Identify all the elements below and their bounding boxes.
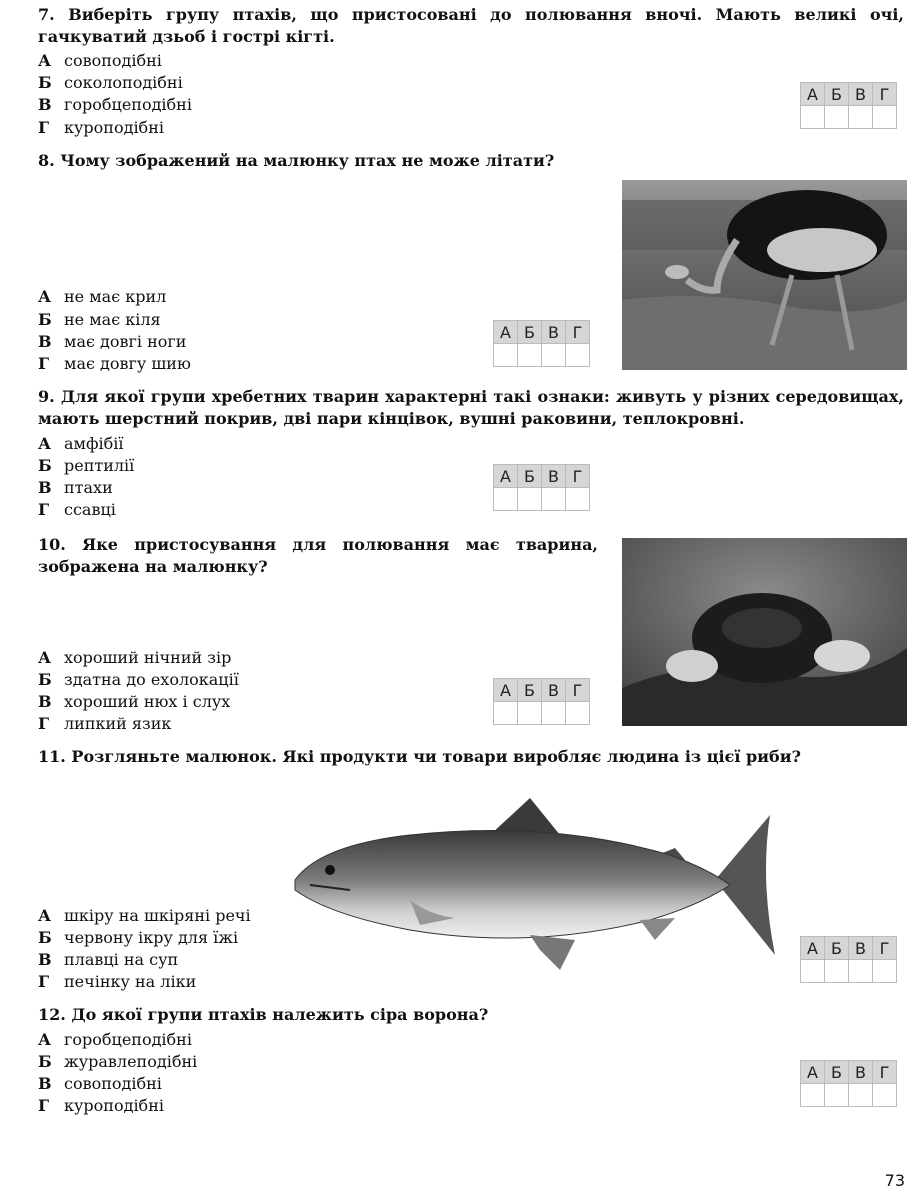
q10-answer-cell-a[interactable] (494, 702, 518, 725)
q8-answer-cell-c[interactable] (542, 344, 566, 367)
q12-option-b[interactable]: Б журавлеподібні (38, 1052, 198, 1071)
q11-option-c[interactable]: В плавці на суп (38, 950, 179, 969)
q12-option-d[interactable]: Г куроподібні (38, 1096, 164, 1115)
ostrich-photo (622, 180, 907, 370)
q10-answer-cell-b[interactable] (518, 702, 542, 725)
q9-option-c[interactable]: В птахи (38, 478, 113, 497)
q12-answer-cell-c[interactable] (849, 1084, 873, 1107)
q11-answer-cell-a[interactable] (801, 960, 825, 983)
question-10-text: 10. Яке пристосування для полювання має тварина, зображена на малюнку? (38, 535, 598, 576)
q11-answer-cell-d[interactable] (873, 960, 897, 983)
q9-answer-cell-b[interactable] (518, 488, 542, 511)
q7-answer-grid: А Б В Г (800, 82, 897, 129)
q7-answer-cell-a[interactable] (801, 106, 825, 129)
q7-option-b[interactable]: Б соколоподібні (38, 73, 183, 92)
mole-photo (622, 538, 907, 726)
q8-option-c[interactable]: В має довгі ноги (38, 332, 187, 351)
q7-answer-cell-d[interactable] (873, 106, 897, 129)
q11-answer-cell-b[interactable] (825, 960, 849, 983)
q7-option-a[interactable]: А совоподібні (38, 51, 162, 70)
q12-option-c[interactable]: В совоподібні (38, 1074, 162, 1093)
q8-option-a[interactable]: А не має крил (38, 287, 167, 306)
q9-answer-cell-c[interactable] (542, 488, 566, 511)
q9-answer-grid: А Б В Г (493, 464, 590, 511)
question-12-text: 12. До якої групи птахів належить сіра ворона? (38, 1005, 489, 1024)
q12-answer-cell-b[interactable] (825, 1084, 849, 1107)
q10-answer-cell-d[interactable] (566, 702, 590, 725)
q8-answer-cell-d[interactable] (566, 344, 590, 367)
mole-icon (622, 538, 907, 726)
q8-answer-grid: А Б В Г (493, 320, 590, 367)
question-7-text: 7. Виберіть групу птахів, що пристосовані до полювання вночі. Мають великі очі, гачкуватий дзьоб і гострі кігті. (38, 5, 904, 46)
q7-option-c[interactable]: В горобцеподібні (38, 95, 192, 114)
q10-option-d[interactable]: Г липкий язик (38, 714, 172, 733)
q7-option-d[interactable]: Г куроподібні (38, 118, 164, 137)
salmon-icon (290, 790, 785, 975)
question-11-text: 11. Розгляньте малюнок. Які продукти чи товари виробляє людина із цієї риби? (38, 747, 801, 766)
q7-answer-cell-c[interactable] (849, 106, 873, 129)
q11-answer-grid: А Б В Г (800, 936, 897, 983)
q8-answer-cell-b[interactable] (518, 344, 542, 367)
ostrich-icon (622, 180, 907, 370)
q10-option-c[interactable]: В хороший нюх і слух (38, 692, 231, 711)
q10-option-a[interactable]: А хороший нічний зір (38, 648, 232, 667)
q12-answer-cell-d[interactable] (873, 1084, 897, 1107)
q12-option-a[interactable]: А горобцеподібні (38, 1030, 192, 1049)
q11-option-d[interactable]: Г печінку на ліки (38, 972, 197, 991)
q10-answer-cell-c[interactable] (542, 702, 566, 725)
q9-option-a[interactable]: А амфібії (38, 434, 124, 453)
q9-option-b[interactable]: Б рептилії (38, 456, 135, 475)
q9-answer-cell-d[interactable] (566, 488, 590, 511)
q8-answer-cell-a[interactable] (494, 344, 518, 367)
q11-option-b[interactable]: Б червону ікру для їжі (38, 928, 239, 947)
question-8-text: 8. Чому зображений на малюнку птах не може літати? (38, 151, 555, 170)
q12-answer-grid: А Б В Г (800, 1060, 897, 1107)
q12-answer-cell-a[interactable] (801, 1084, 825, 1107)
q9-option-d[interactable]: Г ссавці (38, 500, 116, 519)
q10-answer-grid: А Б В Г (493, 678, 590, 725)
q7-answer-cell-b[interactable] (825, 106, 849, 129)
q11-option-a[interactable]: А шкіру на шкіряні речі (38, 906, 251, 925)
q9-answer-cell-a[interactable] (494, 488, 518, 511)
salmon-illustration (290, 790, 785, 975)
question-9-text: 9. Для якої групи хребетних тварин характерні такі ознаки: живуть у різних середовищах, мають шерстний покрив, дві пари кінцівок, вушні раковини, теплокровні. (38, 387, 904, 428)
q11-answer-cell-c[interactable] (849, 960, 873, 983)
q10-option-b[interactable]: Б здатна до ехолокації (38, 670, 239, 689)
q8-option-b[interactable]: Б не має кіля (38, 310, 161, 329)
q8-option-d[interactable]: Г має довгу шию (38, 354, 191, 373)
page-number: 73 (884, 1171, 905, 1190)
